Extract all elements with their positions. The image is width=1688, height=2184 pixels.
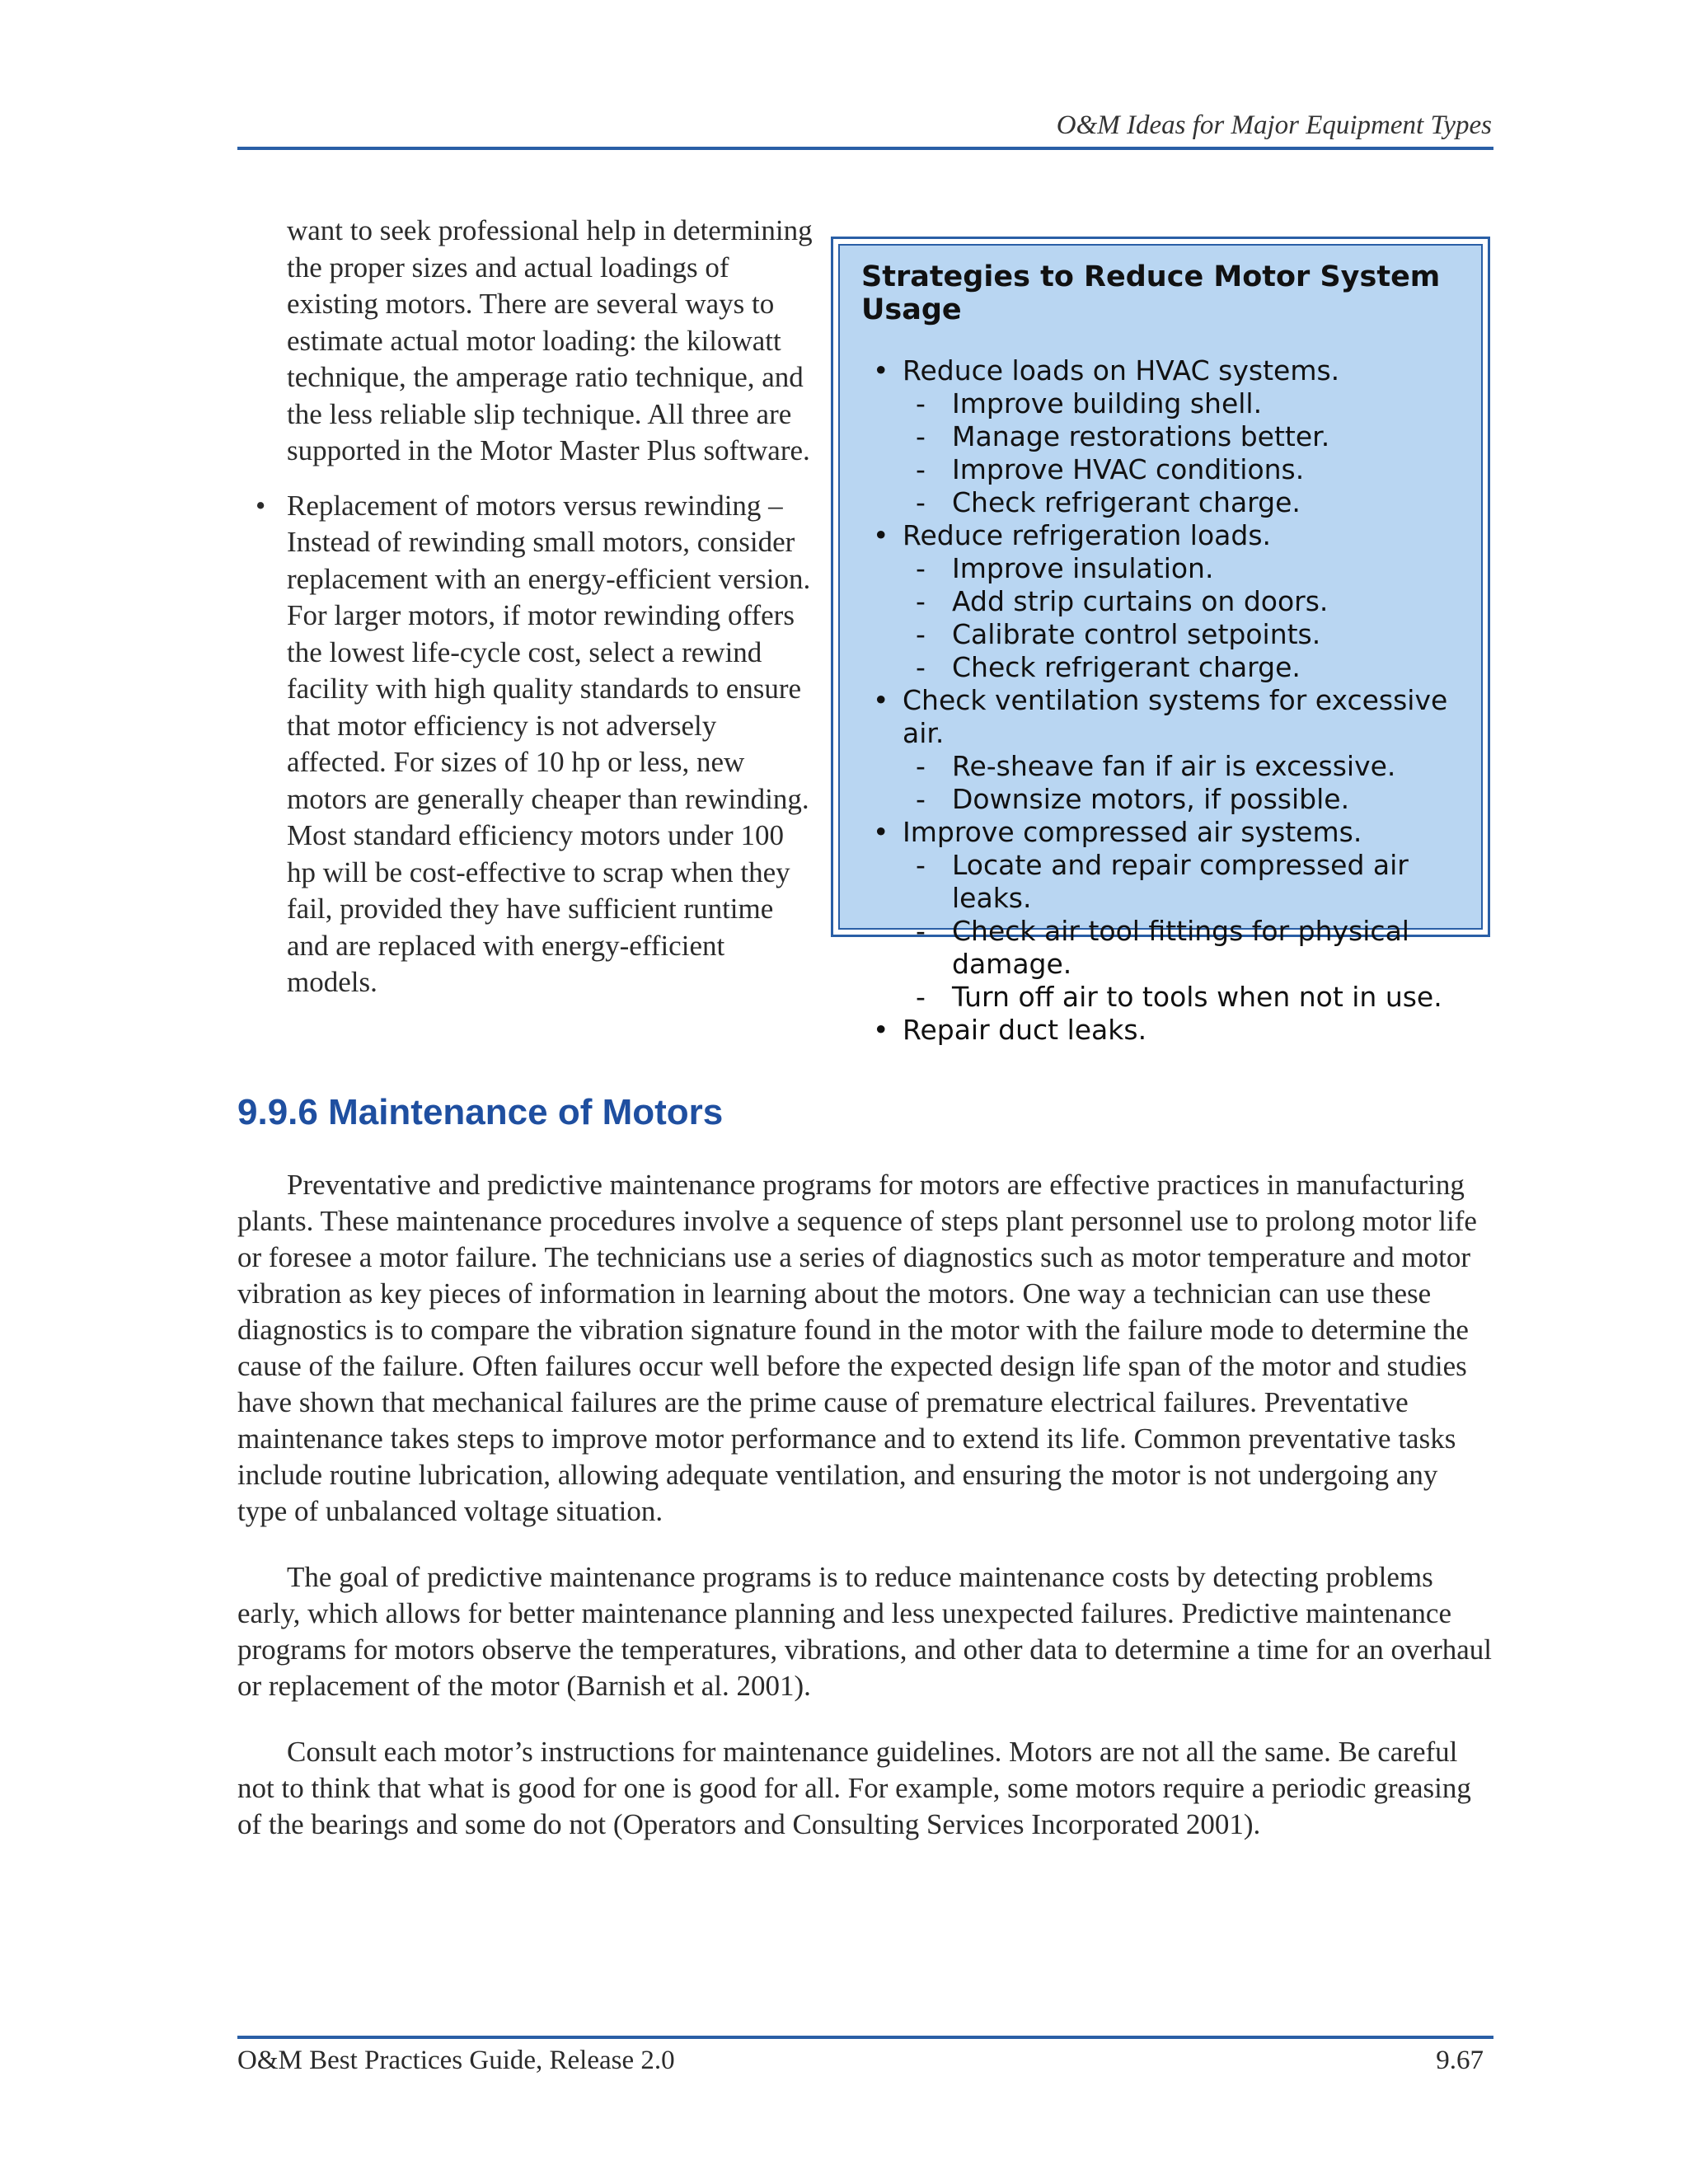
intro-paragraph: want to seek professional help in determining the proper sizes and actual loadings of existing motors. There are several ways to estimate actual motor loading: the kilowatt technique, the amperage ratio technique, and the less reliable slip technique. All three are supported in the Motor Master Plus software.: [287, 214, 813, 466]
header-rule: [237, 147, 1493, 150]
bullet-dot: •: [873, 354, 889, 387]
sidebar-item: [861, 519, 1460, 552]
dash-marker: -: [916, 981, 926, 1013]
bullet-dot: •: [873, 684, 889, 716]
sidebar-subitem-text: Improve building shell.: [952, 387, 1263, 419]
body-paragraph: The goal of predictive maintenance programs is to reduce maintenance costs by detecting problems early, which allows for better maintenance planning and less unexpected failures. Predictive maintenance programs for motors observe the temperatures, vibrations, and other data to determine a time for an overhaul or replacement of the motor (Barnish et al. 2001).: [237, 1561, 1492, 1702]
left-column: [237, 213, 814, 1001]
sidebar-subitem: [861, 387, 1460, 420]
sidebar-subitem-text: Check air tool fittings for physical damage.: [952, 915, 1409, 980]
bullet-item: [237, 488, 814, 1001]
body-paragraph: Preventative and predictive maintenance programs for motors are effective practices in manufacturing plants. These maintenance procedures involve a sequence of steps plant personnel use to prolong motor life or foresee a motor failure. The technicians use a series of diagnostics such as motor temperature and motor vibration as key pieces of information in learning about the motors. One way a technician can use these diagnostics is to compare the vibration signature found in the motor with the failure mode to determine the cause of the failure. Often failures occur well before the expected design life span of the motor and studies have shown that mechanical failures are the prime cause of premature electrical failures. Preventative maintenance takes steps to improve motor performance and to extend its life. Common preventative tasks include routine lubrication, allowing adequate ventilation, and ensuring the motor is not undergoing any type of unbalanced voltage situation.: [237, 1169, 1477, 1527]
sidebar-subitem: [861, 981, 1460, 1014]
page-number: 9.67: [1436, 2046, 1484, 2075]
footer-rule: [237, 2036, 1493, 2039]
bullet-dot: •: [873, 816, 889, 848]
sidebar-subitem: [861, 552, 1460, 585]
sidebar-item: [861, 354, 1460, 387]
sidebar-subitem-text: Manage restorations better.: [952, 420, 1330, 452]
sidebar-subitem-text: Locate and repair compressed air leaks.: [952, 849, 1409, 914]
dash-marker: -: [916, 585, 926, 617]
sidebar-subitem-text: Calibrate control setpoints.: [952, 618, 1321, 650]
section-body: [237, 1167, 1493, 1872]
sidebar-subitem-text: Check refrigerant charge.: [952, 651, 1301, 683]
dash-marker: -: [916, 783, 926, 815]
dash-marker: -: [916, 420, 926, 452]
dash-marker: -: [916, 486, 926, 518]
section-heading: 9.9.6 Maintenance of Motors: [237, 1092, 724, 1132]
dash-marker: -: [916, 387, 926, 419]
sidebar-list: [861, 354, 1460, 1047]
sidebar-title: Strategies to Reduce Motor System Usage: [861, 260, 1441, 326]
sidebar-item: [861, 816, 1460, 849]
running-header-title: O&M Ideas for Major Equipment Types: [1056, 110, 1492, 140]
body-paragraph: Consult each motor’s instructions for maintenance guidelines. Motors are not all the same. Be careful not to think that what is good for one is good for all. For example, some motors require a periodic greasing of the bearings and some do not (Operators and Consulting Services Incorporated 2001).: [237, 1736, 1471, 1840]
footer-guide-title: O&M Best Practices Guide, Release 2.0: [237, 2046, 675, 2075]
strategies-sidebar: [831, 237, 1490, 1046]
sidebar-subitem-text: Downsize motors, if possible.: [952, 783, 1350, 815]
sidebar-subitem-text: Check refrigerant charge.: [952, 486, 1301, 518]
sidebar-item-text: Repair duct leaks.: [903, 1014, 1147, 1046]
sidebar-subitem: [861, 750, 1460, 783]
dash-marker: -: [916, 915, 926, 947]
sidebar-subitem: [861, 618, 1460, 651]
dash-marker: -: [916, 618, 926, 650]
sidebar-subitem: [861, 849, 1460, 915]
sidebar-item: [861, 1014, 1460, 1047]
sidebar-subitem: [861, 651, 1460, 684]
sidebar-subitem-text: Add strip curtains on doors.: [952, 585, 1329, 617]
sidebar-subitem-text: Improve insulation.: [952, 552, 1214, 584]
sidebar-item-text: Reduce loads on HVAC systems.: [903, 354, 1340, 387]
sidebar-subitem: [861, 783, 1460, 816]
sidebar-item-text: Check ventilation systems for excessive air.: [903, 684, 1448, 749]
dash-marker: -: [916, 651, 926, 683]
sidebar-subitem: [861, 585, 1460, 618]
sidebar-item: [861, 684, 1460, 750]
sidebar-panel: [838, 244, 1483, 1046]
sidebar-subitem-text: Improve HVAC conditions.: [952, 453, 1305, 485]
sidebar-subitem: [861, 915, 1460, 981]
bullet-paragraph: Replacement of motors versus rewinding – Instead of rewinding small motors, consider replacement with an energy-efficient version. For larger motors, if motor rewinding offers the lowest life-cycle cost, select a rewind facility with high quality standards to ensure that motor efficiency is not adversely affected. For sizes of 10 hp or less, new motors are generally cheaper than rewinding. Most standard efficiency motors under 100 hp will be cost-effective to scrap when they fail, provided they have sufficient runtime and are replaced with energy-efficient models.: [287, 489, 811, 998]
dash-marker: -: [916, 750, 926, 782]
sidebar-item-text: Reduce refrigeration loads.: [903, 519, 1271, 551]
dash-marker: -: [916, 552, 926, 584]
sidebar-subitem: [861, 453, 1460, 486]
sidebar-item-text: Improve compressed air systems.: [903, 816, 1362, 848]
bullet-dot: •: [873, 1014, 889, 1046]
sidebar-subitem-text: Re-sheave fan if air is excessive.: [952, 750, 1396, 782]
dash-marker: -: [916, 453, 926, 485]
sidebar-subitem: [861, 486, 1460, 519]
bullet-dot: •: [256, 489, 266, 522]
dash-marker: -: [916, 849, 926, 881]
bullet-dot: •: [873, 519, 889, 551]
sidebar-subitem: [861, 420, 1460, 453]
sidebar-subitem-text: Turn off air to tools when not in use.: [952, 981, 1442, 1013]
